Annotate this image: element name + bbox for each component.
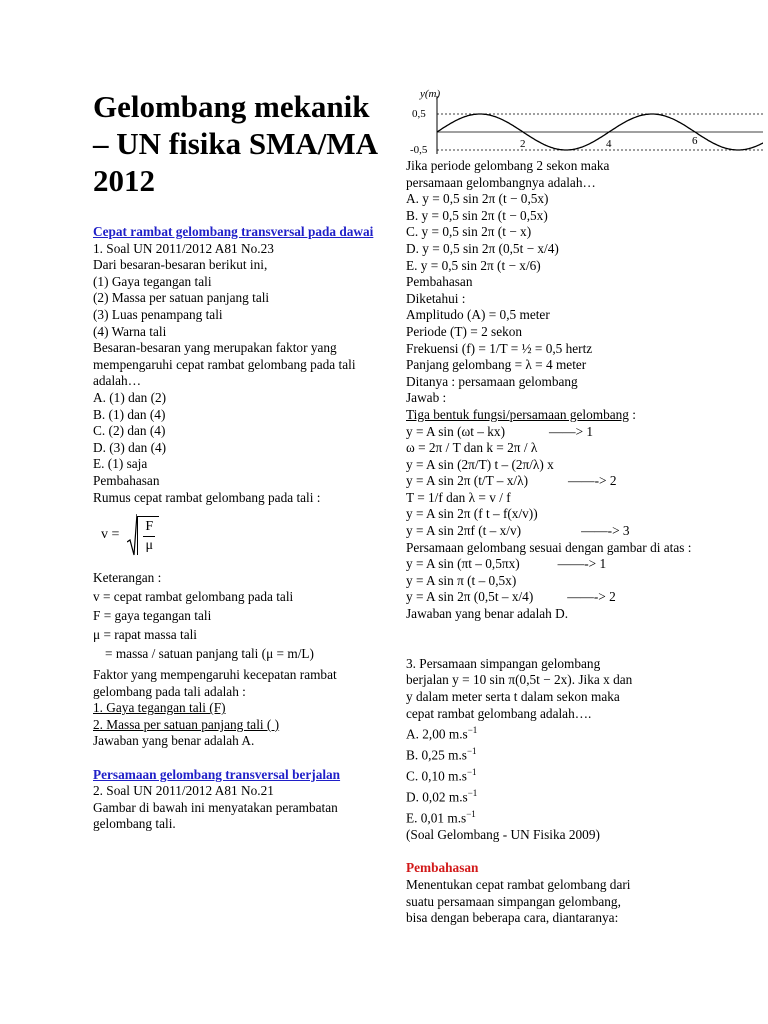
equation-arrow: ——-> 1: [557, 556, 607, 572]
ditanya-line: Ditanya : persamaan gelombang: [406, 373, 578, 389]
formula-fraction: [137, 516, 159, 555]
question-1-line: (3) Luas penampang tali: [93, 306, 223, 322]
equation-text: y = A sin 2π (0,5t – x/4): [406, 589, 534, 605]
option-exponent: −1: [467, 725, 478, 736]
question-1-answer: Jawaban yang benar adalah A.: [93, 733, 255, 749]
equation-arrow: ——> 1: [549, 423, 594, 439]
question-1-line: (1) Gaya tegangan tali: [93, 273, 212, 289]
graph-y-label: y(m): [420, 88, 441, 100]
question-2-line: Jika periode gelombang 2 sekon maka: [406, 158, 610, 173]
option-exponent: −1: [466, 767, 477, 778]
option-d: [406, 785, 761, 806]
question-2-text: Gambar di bawah ini menyatakan perambatan gelombang tali.: [93, 799, 338, 832]
option-e: [406, 806, 761, 827]
option-exponent: −1: [466, 746, 477, 757]
question-1-text: Besaran-besaran yang merupakan faktor yang mempengaruhi cepat rambat gelombang pada tali adalah…: [93, 340, 356, 389]
equation-2: [406, 473, 761, 490]
option-text: B. 0,25 m.s: [406, 747, 467, 763]
keterangan-block: [93, 568, 383, 663]
sesuai-line: Persamaan gelombang sesuai dengan gambar di atas :: [406, 539, 692, 555]
pembahasan-heading: Pembahasan: [406, 860, 479, 876]
given-line: Amplitudo (A) = 0,5 meter: [406, 307, 550, 323]
option-e: E. y = 0,5 sin 2π (t − x/6): [406, 257, 541, 273]
formula-intro: Rumus cepat rambat gelombang pada tali :: [93, 489, 321, 505]
closing-line: suatu persamaan simpangan gelombang,: [406, 893, 621, 909]
option-c: C. (2) dan (4): [93, 423, 166, 439]
radical-icon: [127, 514, 137, 556]
equation-text: y = A sin 2π (t/T – x/λ): [406, 473, 528, 489]
question-2-line: persamaan gelombangnya adalah…: [406, 174, 596, 190]
formula-denominator: μ: [145, 537, 154, 553]
page-title: Gelombang mekanik – UN fisika SMA/MA 2012: [93, 89, 377, 198]
velocity-formula: [101, 514, 383, 556]
equation-1: [406, 424, 761, 441]
right-column: [406, 84, 761, 927]
option-text: C. 0,10 m.s: [406, 768, 467, 784]
option-c: [406, 764, 761, 785]
equation-mid-2: y = A sin 2π (f t – f(x/v)): [406, 506, 538, 522]
graph-y-bottom: -0,5: [410, 144, 428, 156]
keterangan-mu-2: = massa / satuan panjang tali (μ = m/L): [105, 646, 314, 662]
left-column: [93, 88, 383, 833]
graph-y-top: 0,5: [412, 108, 426, 120]
graph-x-tick: 4: [606, 138, 612, 150]
t-f-v-line: T = 1/f dan λ = v / f: [406, 489, 511, 505]
faktor-1: 1. Gaya tegangan tali (F): [93, 700, 226, 716]
option-text: A. 2,00 m.s: [406, 726, 468, 742]
faktor-intro: Faktor yang mempengaruhi kecepatan rambat gelombang pada tali adalah :: [93, 667, 337, 699]
option-text: E. 0,01 m.s: [406, 810, 467, 826]
keterangan-title: Keterangan :: [93, 570, 162, 586]
equation-arrow: ——-> 3: [581, 523, 630, 539]
formula-lhs: v =: [101, 527, 120, 543]
equation-mid: y = A sin (2π/T) t – (2π/λ) x: [406, 456, 554, 472]
given-line: Frekuensi (f) = 1/T = ½ = 0,5 hertz: [406, 340, 593, 356]
faktor-2: 2. Massa per satuan panjang tali ( ): [93, 716, 280, 732]
option-exponent: −1: [467, 788, 478, 799]
graph-x-tick: 6: [692, 135, 698, 147]
option-b: B. (1) dan (4): [93, 406, 166, 422]
equation-arrow: ——-> 2: [568, 473, 617, 489]
section-heading-berjalan[interactable]: Persamaan gelombang transversal berjalan: [93, 766, 341, 782]
keterangan-f: F = gaya tegangan tali: [93, 608, 212, 624]
pembahasan-label: Pembahasan: [406, 274, 473, 290]
question-1-line: (4) Warna tali: [93, 323, 167, 339]
question-2-header: 2. Soal UN 2011/2012 A81 No.21: [93, 783, 274, 799]
solution-2: y = A sin π (t – 0,5x): [406, 572, 517, 588]
given-line: Panjang gelombang = λ = 4 meter: [406, 357, 587, 373]
formula-numerator: F: [143, 518, 155, 537]
solution-1: [406, 556, 761, 573]
keterangan-v: v = cepat rambat gelombang pada tali: [93, 589, 294, 605]
diketahui-label: Diketahui :: [406, 290, 466, 306]
question-2-answer: Jawaban yang benar adalah D.: [406, 606, 569, 622]
wave-graph: [408, 84, 763, 158]
equation-3: [406, 523, 761, 540]
option-c: C. y = 0,5 sin 2π (t − x): [406, 224, 532, 240]
jawab-label: Jawab :: [406, 390, 447, 406]
option-b: [406, 743, 761, 764]
option-text: D. 0,02 m.s: [406, 789, 468, 805]
question-3-source: (Soal Gelombang - UN Fisika 2009): [406, 827, 600, 843]
closing-line: Menentukan cepat rambat gelombang dari: [406, 877, 631, 893]
tiga-bentuk-colon: :: [628, 406, 636, 422]
omega-line: ω = 2π / T dan k = 2π / λ: [406, 440, 538, 456]
option-exponent: −1: [466, 809, 476, 820]
question-3-line: berjalan y = 10 sin π(0,5t − 2x). Jika x dan: [406, 672, 633, 688]
tiga-bentuk-line: [406, 407, 761, 424]
option-a: [406, 722, 761, 743]
section-heading-dawai[interactable]: Cepat rambat gelombang transversal pada dawai: [93, 224, 374, 239]
option-b: B. y = 0,5 sin 2π (t − 0,5x): [406, 207, 548, 223]
question-3-line: cepat rambat gelombang adalah….: [406, 705, 592, 721]
equation-text: y = A sin 2πf (t – x/v): [406, 523, 522, 539]
question-3-line: 3. Persamaan simpangan gelombang: [406, 655, 601, 671]
option-e: E. (1) saja: [93, 456, 148, 472]
sqrt-sign: [127, 514, 159, 556]
option-a: A. (1) dan (2): [93, 389, 167, 405]
question-1-header: 1. Soal UN 2011/2012 A81 No.23: [93, 240, 274, 256]
question-1-line: Dari besaran-besaran berikut ini,: [93, 257, 268, 273]
question-1-line: (2) Massa per satuan panjang tali: [93, 290, 270, 306]
given-line: Periode (T) = 2 sekon: [406, 323, 523, 339]
keterangan-mu: μ = rapat massa tali: [93, 627, 197, 643]
solution-3: [406, 589, 761, 606]
option-a: A. y = 0,5 sin 2π (t − 0,5x): [406, 191, 549, 207]
pembahasan-label: Pembahasan: [93, 472, 160, 488]
closing-line: bisa dengan beberapa cara, diantaranya:: [406, 910, 619, 926]
tiga-bentuk-text: Tiga bentuk fungsi/persamaan gelombang: [406, 406, 629, 422]
option-d: D. (3) dan (4): [93, 439, 167, 455]
question-3-line: y dalam meter serta t dalam sekon maka: [406, 689, 620, 704]
option-d: D. y = 0,5 sin 2π (0,5t − x/4): [406, 240, 559, 256]
graph-x-tick: 2: [520, 138, 526, 150]
equation-text: y = A sin (πt – 0,5πx): [406, 556, 520, 572]
equation-arrow: ——-> 2: [567, 589, 616, 605]
equation-text: y = A sin (ωt – kx): [406, 423, 505, 439]
